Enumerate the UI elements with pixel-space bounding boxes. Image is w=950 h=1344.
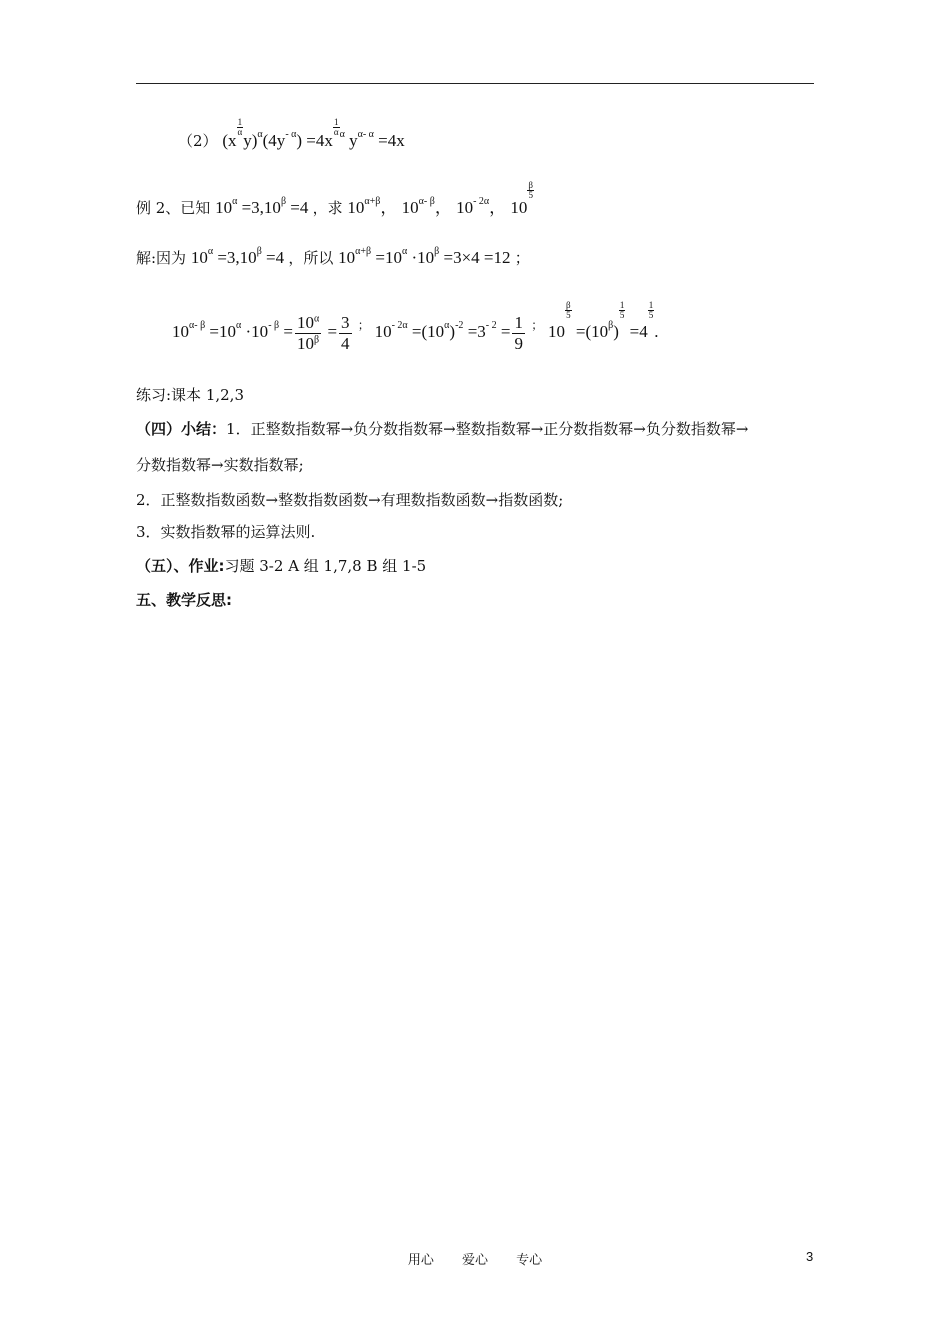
- problem-2-expression: (x $\frac{1}{\alpha}$ $y)^\alpha(4y^{- \alpha}) =4x$ $\frac{1}{\alpha}$ $^\alpha$ $y^{\alpha- \alpha} =4x$: [222, 117, 405, 150]
- summary-colon: ：: [211, 420, 227, 438]
- example-2-label: 例 2、已知: [136, 199, 211, 217]
- practice-line: 练习:课本 1,2,3: [136, 386, 244, 404]
- solution-so: ，所以: [288, 249, 334, 267]
- footer-item: 专心: [516, 1253, 543, 1268]
- solution-line-2: $10^{\alpha- \beta} =10^\alpha \cdot 10^{- \beta}$ = $\frac{10^\alpha}{10^\beta}$ = $\frac{3}{4}$ ； $10^{- 2\alpha} =(10^\alpha)^{-2} =3^{- 2}$ = $\frac{1}{9}$ ； 10 $\frac{\beta}{5}$ $=(10^\beta)$ $\frac{1}{5}$ =4 $\frac{1}{5}$ .: [172, 300, 659, 353]
- header-rule: [136, 83, 814, 84]
- footer-item: 爱心: [461, 1253, 488, 1268]
- example-2-given: $10^\alpha =3,10^\beta =4$: [215, 196, 309, 217]
- homework-title: （五）、作业:: [136, 557, 225, 575]
- problem-2: [178, 117, 405, 151]
- page-number: 3: [806, 1249, 814, 1264]
- footer-item: 用心: [407, 1253, 434, 1268]
- reflection-heading: 五、教学反思:: [136, 591, 232, 609]
- example-2: [136, 180, 534, 218]
- problem-2-label: （2）: [178, 132, 218, 150]
- solution-line-1: [136, 247, 530, 268]
- solution-label: 解:因为: [136, 249, 187, 267]
- solution-given: $10^\alpha =3,10^\beta =4$: [190, 246, 285, 267]
- semicolon: ；: [514, 249, 530, 267]
- example-2-targets: $10^{\alpha+\beta}$， $10^{\alpha- \beta}$， $10^{- 2\alpha}$， 10 $\frac{\beta}{5}$: [347, 180, 533, 217]
- solution-result: $10^{\alpha+\beta} =10^\alpha \cdot 10^\beta =3\times 4 =12$: [338, 246, 511, 267]
- example-2-ask: ，求: [312, 199, 343, 217]
- summary-title: （四）小结: [136, 420, 212, 438]
- solution-alpha-minus-beta: $10^{\alpha- \beta} =10^\alpha \cdot 10^{- \beta}$ = $\frac{10^\alpha}{10^\beta}$ = $\frac{3}{4}$: [172, 313, 350, 353]
- summary-line-2: 分数指数幂→实数指数幂;: [136, 456, 304, 474]
- solution-beta-over-five: 10 $\frac{\beta}{5}$ $=(10^\beta)$ $\frac{1}{5}$ =4 $\frac{1}{5}$ .: [548, 300, 659, 341]
- solution-neg-two-alpha: $10^{- 2\alpha} =(10^\alpha)^{-2} =3^{- 2}$ = $\frac{1}{9}$: [374, 313, 523, 353]
- homework-line: [136, 555, 426, 576]
- summary-line-1: [136, 418, 748, 439]
- summary-text-1: 1．正整数指数幂→负分数指数幂→整数指数幂→正分数指数幂→负分数指数幂→: [226, 420, 749, 438]
- summary-line-4: 3．实数指数幂的运算法则.: [136, 523, 316, 541]
- homework-text: 习题 3-2 A 组 1,7,8 B 组 1-5: [224, 557, 427, 575]
- summary-line-3: 2．正整数指数函数→整数指数函数→有理数指数函数→指数函数;: [136, 491, 564, 509]
